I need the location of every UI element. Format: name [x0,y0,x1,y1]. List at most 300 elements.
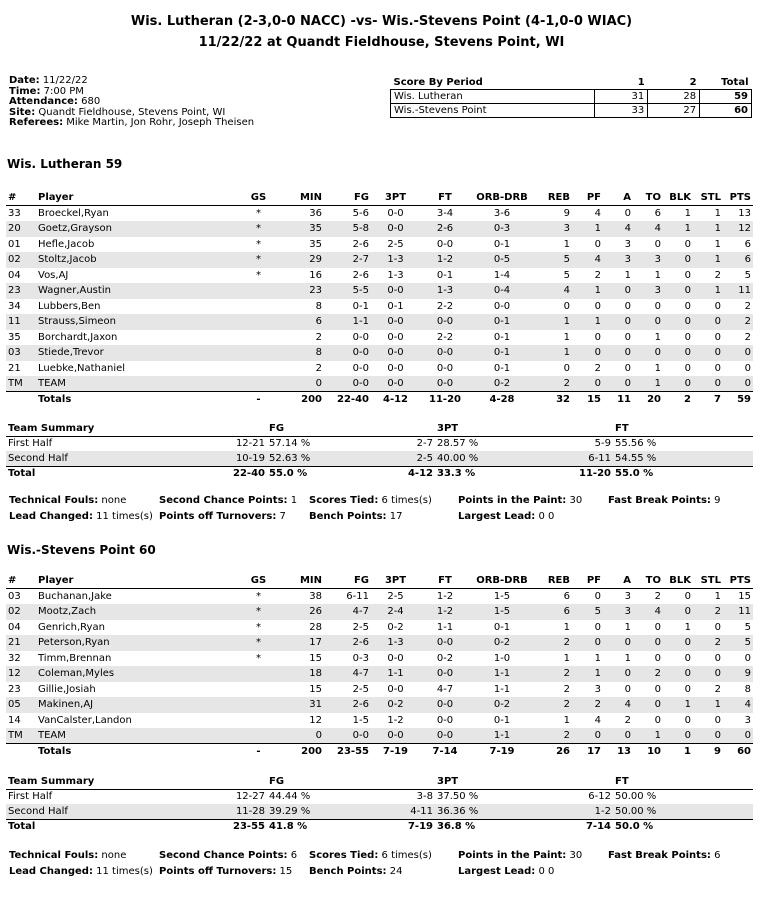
stat-cell: 0 [633,314,663,330]
stat-cell: 0 [594,621,601,633]
column-header: TO [633,573,663,589]
stat-cell: * [236,604,281,620]
column-header: 3PT [371,190,420,206]
stat-cell: 0-0 [493,300,511,312]
table-row [6,361,753,377]
stat-cell: 0 [723,728,753,744]
totals-cell [6,744,36,760]
stat-cell: 35 [281,221,324,237]
misc-points-paint: Points in the Paint: 30 [458,495,583,506]
stat-cell: 0 [684,652,691,664]
stat-cell: 0-0 [352,362,369,374]
totals-cell: 4-12 [371,392,420,408]
stat-cell: 1 [693,252,723,268]
stat-cell: 5 [723,635,753,651]
stat-cell: 1 [684,621,691,633]
stat-cell: 6 [281,314,324,330]
stat-cell: 0 [654,621,661,633]
stat-cell: 02 [6,252,36,268]
date-value: 11/22/22 [42,75,88,86]
stat-cell: 0 [594,238,601,250]
sbp-total: 59 [700,89,752,103]
stat-cell: 0 [684,591,691,602]
stat-cell: * [256,621,261,633]
totals-cell: 26 [534,744,572,760]
stat-cell: 2 [744,331,751,343]
stat-cell: 2 [315,362,322,374]
stat-cell: 5 [572,604,603,620]
summary-total-cell: 7-14 [555,819,613,834]
stat-cell: 0 [684,362,691,374]
sbp-row [391,89,752,103]
stat-cell [236,361,281,377]
stat-cell: 3 [624,238,631,250]
column-header: BLK [663,190,693,206]
stat-cell: 0 [663,252,693,268]
summary-cell: 50.00 % [613,804,753,819]
stat-cell: 35 [309,238,322,250]
totals-row [6,744,753,760]
stat-cell: 0 [693,314,723,330]
column-header: PF [572,573,603,589]
stat-cell: 1 [633,376,663,392]
stat-cell: 32 [8,652,21,664]
box-score-table [6,573,753,759]
stat-cell: 0 [654,300,661,312]
stat-cell: 6 [563,591,570,602]
column-header: ORB-DRB [470,573,534,589]
column-header: # [6,573,36,589]
table-row [6,635,753,651]
stat-cell: 1 [654,362,661,374]
column-header: GS [236,573,281,589]
stat-cell: 1 [572,283,603,299]
stat-cell: 0 [684,331,691,343]
misc-bench-points: Bench Points: 17 [309,511,403,522]
totals-cell: 11 [603,392,633,408]
stat-cell: 4-7 [324,604,371,620]
stat-cell: 2-6 [324,635,371,651]
stat-cell: 0 [624,208,631,219]
stat-cell: 2-5 [387,238,404,250]
stat-cell: 0 [663,345,693,361]
stat-cell: 0 [594,331,601,343]
stat-cell: 9 [723,666,753,682]
sbp-p1: 33 [595,103,648,117]
stat-cell: 02 [6,604,36,620]
stat-cell: 1 [594,652,601,664]
summary-cell: 10-19 [211,451,267,466]
summary-header: FT [613,421,753,436]
stat-cell: 0 [684,683,691,695]
stat-cell: 2-6 [420,221,470,237]
summary-cell: 55.56 % [615,438,657,450]
stat-cell: 23 [8,683,21,695]
stat-cell: 0 [563,300,570,312]
stat-cell: 1 [714,208,721,219]
stat-cell: 1-1 [470,728,534,744]
table-row [6,299,753,315]
column-header: 3PT [371,573,420,589]
misc-bench-points: Bench Points: 24 [309,866,403,877]
totals-cell: Totals [36,392,236,408]
stat-cell: 1 [572,221,603,237]
totals-cell: 1 [663,744,693,760]
stat-cell: 0-0 [420,635,470,651]
stat-cell: 1 [563,714,570,726]
summary-cell: 37.50 % [437,791,479,803]
stat-cell: 1 [714,238,721,250]
stat-cell: 1-1 [493,683,511,695]
stat-cell: 0 [684,300,691,312]
stat-cell: 4 [603,697,633,713]
stat-cell: 38 [309,591,322,602]
stat-cell: 12 [723,221,753,237]
totals-cell: 23-55 [324,744,371,760]
stat-cell: 31 [281,697,324,713]
stat-cell: * [256,208,261,219]
summary-total-cell: 33.3 % [435,466,555,481]
stat-cell: 1 [693,221,723,237]
stat-cell: 2 [315,331,322,343]
stat-cell: 6 [534,604,572,620]
stat-cell: 0 [663,283,693,299]
summary-total-row [6,466,753,481]
totals-cell: 60 [723,744,753,760]
table-row [6,713,753,729]
stat-cell: 0 [654,652,661,664]
stat-cell: 0-1 [493,238,511,250]
stat-cell: 4 [594,714,601,726]
stat-cell: 1-1 [324,314,371,330]
stat-cell: 0-1 [436,269,454,281]
stat-cell: 2-2 [436,331,454,343]
stat-cell: 0 [603,345,633,361]
stat-cell: 0 [684,269,691,281]
summary-header-row [6,421,753,436]
player-name: Wagner,Austin [36,283,236,299]
totals-cell: 11-20 [420,392,470,408]
stat-cell: 1 [624,652,631,664]
column-header: TO [633,190,663,206]
stat-cell: 3 [744,714,751,726]
stat-cell: 0 [723,345,753,361]
column-header: MIN [281,190,324,206]
sbp-p1: 31 [595,89,648,103]
stat-cell: 1 [563,652,570,664]
stat-cell: 1 [572,314,603,330]
stat-cell: 0-0 [420,314,470,330]
stat-cell: 34 [8,300,21,312]
stat-cell: 04 [8,269,21,281]
column-header: MIN [281,573,324,589]
table-row [6,252,753,268]
stat-cell: 0 [663,376,693,392]
stat-cell: 1 [624,621,631,633]
stat-cell: 0-1 [493,621,511,633]
stat-cell [236,713,281,729]
summary-total-row [6,819,753,834]
score-by-period-table [390,76,752,118]
stat-cell: 2 [633,666,663,682]
summary-total-cell: 11-20 [555,466,613,481]
stat-cell: 1 [693,283,723,299]
stat-cell: 3 [603,604,633,620]
stat-cell: 0-2 [470,376,534,392]
totals-cell: - [236,392,281,408]
stat-cell: 1 [563,331,570,343]
stat-cell: 0 [693,345,723,361]
summary-cell: 6-12 [588,791,611,803]
team-heading: Wis. Lutheran 59 [7,157,123,171]
summary-cell: Second Half [6,451,211,466]
stat-cell: 1 [534,345,572,361]
stat-cell: 2-6 [352,238,369,250]
stat-cell: 11 [723,604,753,620]
stat-cell: * [256,591,261,602]
stat-cell: 1-1 [470,666,534,682]
stat-cell: 0-1 [387,300,404,312]
stat-cell: 11 [723,283,753,299]
stat-cell: 2 [534,666,572,682]
attendance-value: 680 [81,96,101,107]
table-row [6,345,753,361]
stat-cell: 12 [309,714,322,726]
stat-cell: 5-5 [324,283,371,299]
column-header: PTS [723,190,753,206]
summary-cell: 5-9 [594,438,611,450]
stat-cell: 0 [633,697,663,713]
stat-cell: 2 [714,269,721,281]
stat-cell: 4-7 [324,666,371,682]
stat-cell: 5 [744,269,751,281]
stat-cell: 0 [663,666,693,682]
summary-cell: 4-11 [377,804,435,819]
totals-cell: 200 [281,392,324,408]
summary-cell: 3-8 [416,791,433,803]
sbp-total: 60 [700,103,752,117]
stat-cell: 21 [6,635,36,651]
stat-cell: * [236,221,281,237]
stat-cell: 1-4 [493,269,511,281]
summary-header: Team Summary [6,421,211,436]
stat-cell: 0 [572,376,603,392]
box-header-row [6,190,753,206]
stat-cell: TM [6,728,36,744]
stat-cell [236,299,281,315]
stat-cell: 0-0 [387,652,404,664]
stat-cell: 6 [723,252,753,268]
table-row [6,237,753,253]
player-name: Makinen,AJ [36,697,236,713]
stat-cell: 33 [8,208,21,219]
stat-cell: 0 [654,683,661,695]
totals-cell: Totals [36,744,236,760]
stat-cell: 2 [563,683,570,695]
totals-cell: 32 [534,392,572,408]
table-row [6,206,753,222]
stat-cell: 1-2 [420,252,470,268]
stat-cell: 0-0 [371,314,420,330]
summary-cell: 11-28 [211,804,267,819]
player-name: Lubbers,Ben [38,300,101,312]
stat-cell: 8 [315,300,322,312]
column-header: STL [693,573,723,589]
team-heading: Wis.-Stevens Point 60 [7,543,156,557]
stat-cell: 0-0 [387,683,404,695]
totals-row [6,392,753,408]
stat-cell: 21 [8,362,21,374]
stat-cell: 3 [603,252,633,268]
summary-cell: 12-21 [235,438,265,450]
table-row [6,728,753,744]
misc-technical-fouls: Technical Fouls: none [9,495,127,506]
stat-cell: 1 [654,331,661,343]
misc-points-off-turnovers: Points off Turnovers: 7 [159,511,286,522]
stat-cell: 4 [723,697,753,713]
stat-cell: * [256,269,261,281]
stat-cell: 2 [572,697,603,713]
totals-cell: 7 [693,392,723,408]
summary-row [6,789,753,804]
summary-total-cell: 50.0 % [613,819,753,834]
table-row [6,682,753,698]
totals-cell: 4-28 [470,392,534,408]
stat-cell: 1-5 [352,714,369,726]
summary-cell: 44.44 % [269,791,311,803]
stat-cell: 0-0 [324,376,371,392]
table-row [6,666,753,682]
stat-cell [236,345,281,361]
stat-cell: 2 [744,300,751,312]
stat-cell [236,376,281,392]
summary-total-cell: 55.0 % [267,466,377,481]
player-name: Coleman,Myles [36,666,236,682]
stat-cell: 2-4 [371,604,420,620]
misc-points-off-turnovers: Points off Turnovers: 15 [159,866,293,877]
stat-cell: 0 [633,635,663,651]
stat-cell: 1-2 [420,604,470,620]
stat-cell: 20 [6,221,36,237]
column-header: BLK [663,573,693,589]
stat-cell: 0-2 [470,635,534,651]
table-row [6,376,753,392]
stat-cell: 11 [6,314,36,330]
summary-cell: 36.36 % [435,804,555,819]
totals-cell: 7-19 [470,744,534,760]
totals-cell: 7-14 [420,744,470,760]
stat-cell: 1 [663,697,693,713]
player-name: Stiede,Trevor [36,345,236,361]
stat-cell: 0 [654,714,661,726]
site-label: Site: [9,106,36,118]
stat-cell: * [236,252,281,268]
stat-cell: 4 [572,252,603,268]
column-header: FT [420,190,470,206]
stat-cell: 0 [603,376,633,392]
stat-cell: 23 [6,283,36,299]
summary-cell: 52.63 % [267,451,377,466]
stat-cell: 2-7 [324,252,371,268]
stat-cell: 0-3 [352,652,369,664]
summary-total-cell: Total [6,819,211,834]
stat-cell: 4 [633,221,663,237]
stat-cell: 01 [8,238,21,250]
table-row [6,697,753,713]
stat-cell: 2 [714,683,721,695]
totals-cell: 200 [281,744,324,760]
stat-cell: 0-0 [420,666,470,682]
stat-cell: 1-1 [436,621,454,633]
column-header: FT [420,573,470,589]
stat-cell: 1 [633,728,663,744]
stat-cell: 5 [744,621,751,633]
summary-header: FT [613,774,753,789]
player-name: VanCalster,Landon [38,714,132,726]
stat-cell: 0-0 [371,221,420,237]
stat-cell: 0 [663,728,693,744]
summary-row [6,804,753,819]
stat-cell: 6 [744,238,751,250]
sbp-header-p1: 1 [595,76,648,89]
summary-total-cell: 55.0 % [613,466,753,481]
table-row [6,221,753,237]
stat-cell: 0-1 [470,314,534,330]
stat-cell: 0 [603,283,633,299]
summary-cell: 2-5 [377,451,435,466]
stat-cell: 1 [563,621,570,633]
stat-cell: 0-2 [470,697,534,713]
stat-cell: 23 [281,283,324,299]
stat-cell: 2 [693,604,723,620]
stat-cell: 4-7 [436,683,454,695]
player-name: Vos,AJ [38,269,69,281]
player-name: Genrich,Ryan [38,621,105,633]
totals-cell [6,392,36,408]
sbp-team: Wis.-Stevens Point [391,103,595,117]
stat-cell: 3 [633,283,663,299]
misc-fast-break: Fast Break Points: 6 [608,850,721,861]
stat-cell: 0-0 [420,376,470,392]
summary-header: FG [267,421,377,436]
summary-cell: 28.57 % [437,438,479,450]
stat-cell: 1-1 [371,666,420,682]
stat-cell: 0 [281,376,324,392]
misc-fast-break: Fast Break Points: 9 [608,495,721,506]
table-row [6,268,753,284]
attendance-label: Attendance: [9,96,78,107]
summary-total-cell: Total [6,466,211,481]
stat-cell: * [256,652,261,664]
stat-cell: 1-3 [371,252,420,268]
stat-cell [236,682,281,698]
stat-cell: 5 [534,252,572,268]
stat-cell [236,283,281,299]
stat-cell: 2 [534,728,572,744]
stat-cell: 04 [8,621,21,633]
stat-cell: 0 [744,362,751,374]
stat-cell: 2-5 [352,683,369,695]
stat-cell: TM [6,376,36,392]
stat-cell: 0 [624,331,631,343]
stat-cell: 26 [281,604,324,620]
stat-cell: 1 [572,666,603,682]
stat-cell: 2-5 [387,591,404,602]
stat-cell: 5-6 [352,208,369,219]
stat-cell: 18 [281,666,324,682]
stat-cell: 8 [744,683,751,695]
player-name: Buchanan,Jake [38,591,112,602]
